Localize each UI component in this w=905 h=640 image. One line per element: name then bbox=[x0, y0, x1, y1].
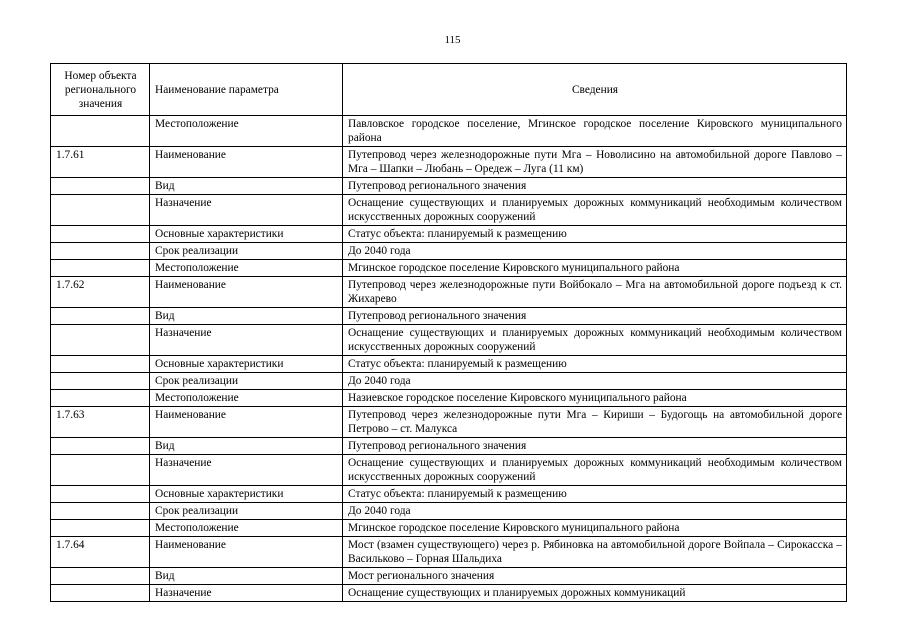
details-cell: Павловское городское поселение, Мгинское городское поселение Кировского муниципального района bbox=[343, 116, 847, 147]
details-cell: Путепровод через железнодорожные пути Мга – Новолисино на автомобильной дороге Павлово – Мга – Шапки – Любань – Оредеж – Луга (11 км) bbox=[343, 147, 847, 178]
parameter-name-cell: Наименование bbox=[150, 407, 343, 438]
details-cell: Мгинское городское поселение Кировского муниципального района bbox=[343, 520, 847, 537]
object-number-cell bbox=[51, 568, 150, 585]
object-number-cell: 1.7.61 bbox=[51, 147, 150, 178]
objects-table bbox=[50, 63, 847, 602]
parameter-name-cell: Местоположение bbox=[150, 520, 343, 537]
table-body bbox=[51, 116, 847, 602]
table-row bbox=[51, 438, 847, 455]
parameter-name-cell: Наименование bbox=[150, 147, 343, 178]
table-row bbox=[51, 325, 847, 356]
parameter-name-cell: Назначение bbox=[150, 325, 343, 356]
object-number-cell bbox=[51, 503, 150, 520]
parameter-name-cell: Назначение bbox=[150, 455, 343, 486]
table-row bbox=[51, 568, 847, 585]
details-cell: Путепровод регионального значения bbox=[343, 178, 847, 195]
table-row bbox=[51, 520, 847, 537]
details-cell: Статус объекта: планируемый к размещению bbox=[343, 356, 847, 373]
table-row bbox=[51, 537, 847, 568]
table-row bbox=[51, 243, 847, 260]
parameter-name-cell: Вид bbox=[150, 178, 343, 195]
object-number-cell bbox=[51, 356, 150, 373]
parameter-name-cell: Назначение bbox=[150, 195, 343, 226]
parameter-name-cell: Основные характеристики bbox=[150, 356, 343, 373]
details-cell: Оснащение существующих и планируемых дорожных коммуникаций bbox=[343, 585, 847, 602]
details-cell: Оснащение существующих и планируемых дорожных коммуникаций необходимым количеством искусственных дорожных сооружений bbox=[343, 325, 847, 356]
object-number-cell bbox=[51, 486, 150, 503]
object-number-cell bbox=[51, 373, 150, 390]
details-cell: Путепровод регионального значения bbox=[343, 308, 847, 325]
table-row bbox=[51, 503, 847, 520]
parameter-name-cell: Основные характеристики bbox=[150, 486, 343, 503]
object-number-cell bbox=[51, 195, 150, 226]
parameter-name-cell: Основные характеристики bbox=[150, 226, 343, 243]
details-cell: До 2040 года bbox=[343, 503, 847, 520]
object-number-cell bbox=[51, 226, 150, 243]
table-row bbox=[51, 226, 847, 243]
table-row bbox=[51, 356, 847, 373]
parameter-name-cell: Местоположение bbox=[150, 116, 343, 147]
details-cell: Оснащение существующих и планируемых дорожных коммуникаций необходимым количеством искусственных дорожных сооружений bbox=[343, 195, 847, 226]
object-number-cell bbox=[51, 178, 150, 195]
details-cell: Путепровод через железнодорожные пути Войбокало – Мга на автомобильной дороге подъезд к ст. Жихарево bbox=[343, 277, 847, 308]
table-header-row bbox=[51, 64, 847, 116]
table-row bbox=[51, 277, 847, 308]
object-number-cell bbox=[51, 325, 150, 356]
table-row bbox=[51, 178, 847, 195]
table-row bbox=[51, 390, 847, 407]
parameter-name-cell: Назначение bbox=[150, 585, 343, 602]
details-cell: Оснащение существующих и планируемых дорожных коммуникаций необходимым количеством искусственных дорожных сооружений bbox=[343, 455, 847, 486]
parameter-name-cell: Вид bbox=[150, 438, 343, 455]
parameter-name-cell: Срок реализации bbox=[150, 503, 343, 520]
parameter-name-cell: Местоположение bbox=[150, 260, 343, 277]
header-object-number: Номер объекта регионального значения bbox=[51, 64, 150, 116]
parameter-name-cell: Вид bbox=[150, 568, 343, 585]
details-cell: До 2040 года bbox=[343, 243, 847, 260]
table-row bbox=[51, 486, 847, 503]
object-number-cell bbox=[51, 116, 150, 147]
details-cell: Мгинское городское поселение Кировского муниципального района bbox=[343, 260, 847, 277]
table-row bbox=[51, 373, 847, 390]
parameter-name-cell: Местоположение bbox=[150, 390, 343, 407]
table-row bbox=[51, 455, 847, 486]
object-number-cell bbox=[51, 260, 150, 277]
table-row bbox=[51, 407, 847, 438]
object-number-cell bbox=[51, 585, 150, 602]
details-cell: Мост регионального значения bbox=[343, 568, 847, 585]
details-cell: Путепровод через железнодорожные пути Мга – Кириши – Будогощь на автомобильной дороге Петрово – ст. Малукса bbox=[343, 407, 847, 438]
table-row bbox=[51, 585, 847, 602]
parameter-name-cell: Срок реализации bbox=[150, 243, 343, 260]
parameter-name-cell: Наименование bbox=[150, 277, 343, 308]
parameter-name-cell: Наименование bbox=[150, 537, 343, 568]
details-cell: До 2040 года bbox=[343, 373, 847, 390]
object-number-cell: 1.7.63 bbox=[51, 407, 150, 438]
object-number-cell bbox=[51, 243, 150, 260]
table-row bbox=[51, 308, 847, 325]
page-number: 115 bbox=[444, 34, 461, 46]
object-number-cell: 1.7.62 bbox=[51, 277, 150, 308]
object-number-cell bbox=[51, 308, 150, 325]
table-row bbox=[51, 116, 847, 147]
table-row bbox=[51, 260, 847, 277]
details-cell: Статус объекта: планируемый к размещению bbox=[343, 486, 847, 503]
object-number-cell bbox=[51, 455, 150, 486]
parameter-name-cell: Срок реализации bbox=[150, 373, 343, 390]
details-cell: Мост (взамен существующего) через р. Рябиновка на автомобильной дороге Войпала – Сирокасска – Васильково – Горная Шальдиха bbox=[343, 537, 847, 568]
header-parameter-name: Наименование параметра bbox=[150, 64, 343, 116]
header-details: Сведения bbox=[343, 64, 847, 116]
details-cell: Назиевское городское поселение Кировского муниципального района bbox=[343, 390, 847, 407]
table-row bbox=[51, 195, 847, 226]
object-number-cell bbox=[51, 390, 150, 407]
details-cell: Путепровод регионального значения bbox=[343, 438, 847, 455]
parameter-name-cell: Вид bbox=[150, 308, 343, 325]
object-number-cell: 1.7.64 bbox=[51, 537, 150, 568]
table-row bbox=[51, 147, 847, 178]
object-number-cell bbox=[51, 438, 150, 455]
object-number-cell bbox=[51, 520, 150, 537]
details-cell: Статус объекта: планируемый к размещению bbox=[343, 226, 847, 243]
